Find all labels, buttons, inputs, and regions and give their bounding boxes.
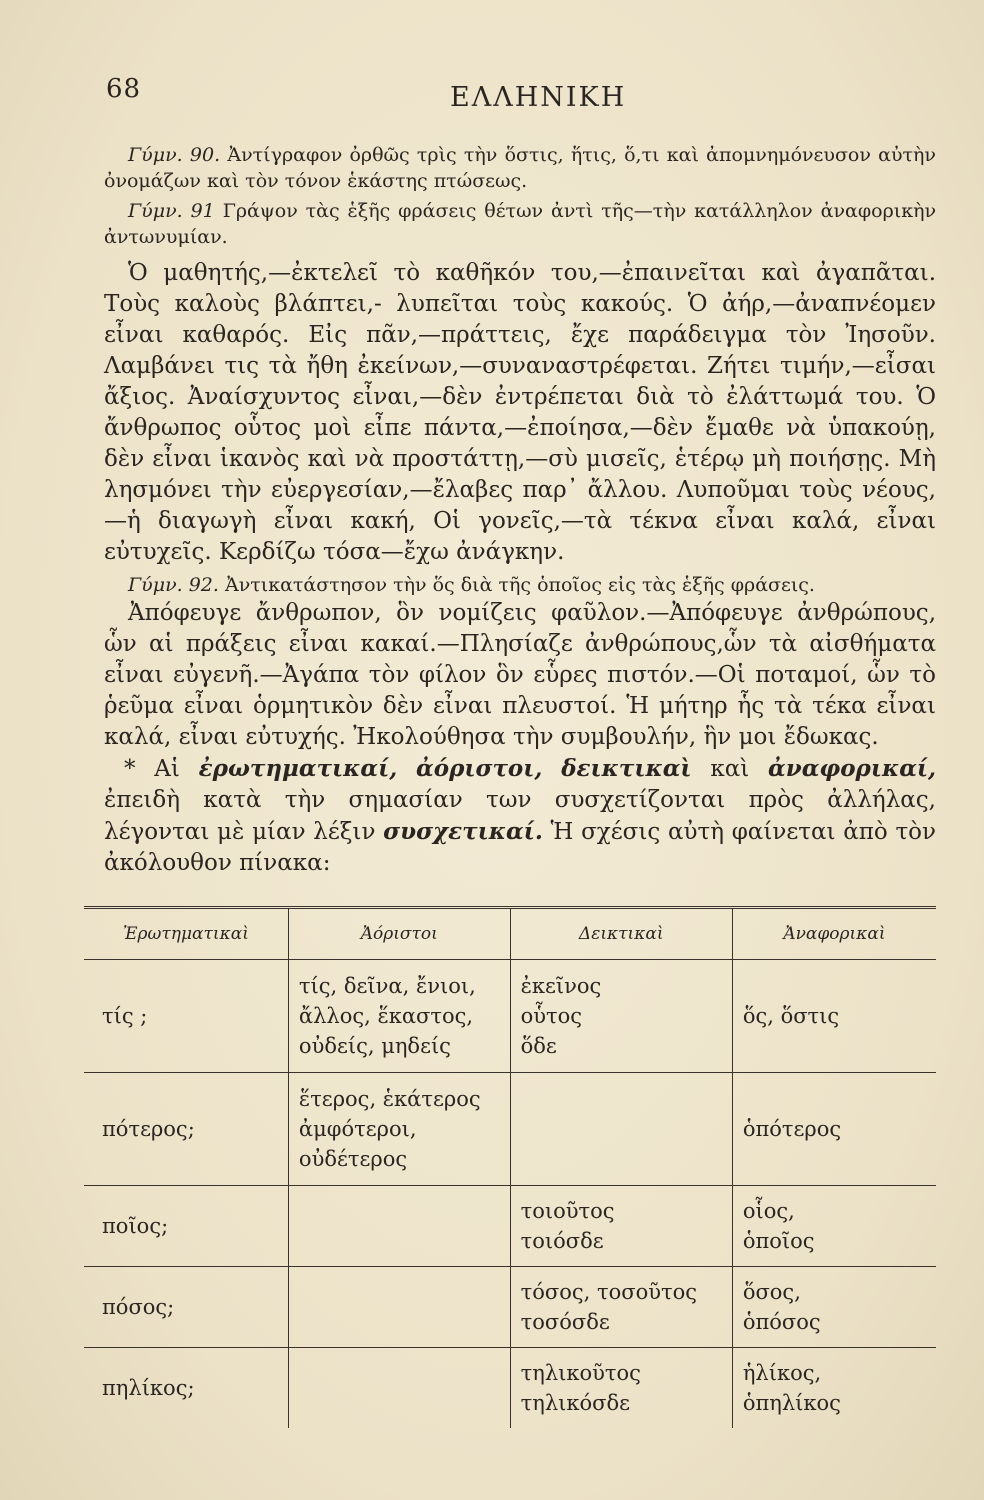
header-demonstrative: Δεικτικαὶ xyxy=(510,908,732,960)
table-cell xyxy=(510,1073,732,1186)
exercise-91-label: Γύμν. 91 xyxy=(128,200,215,222)
table-cell: ἐκεῖνος οὗτος ὅδε xyxy=(510,960,732,1073)
footnote-middle: ἐπειδὴ κατὰ τὴν σημασίαν των συσχετίζονται πρὸς ἀλλήλας, λέγονται μὲ μίαν λέξιν xyxy=(104,787,936,845)
table-cell: οἷος, ὁποῖος xyxy=(732,1186,936,1267)
text-block xyxy=(104,138,936,879)
table-row xyxy=(84,1348,936,1429)
footnote-marker: * xyxy=(124,756,136,782)
page-number: 68 xyxy=(106,74,142,104)
table-row xyxy=(84,960,936,1073)
table-cell: τηλικοῦτος τηλικόσδε xyxy=(510,1348,732,1429)
exercise-92 xyxy=(104,572,936,598)
table-cell: τίς ; xyxy=(84,960,288,1073)
exercise-91 xyxy=(104,198,936,250)
table-header-row xyxy=(84,908,936,960)
table-cell: ἡλίκος, ὁπηλίκος xyxy=(742,1361,841,1415)
table-cell: τοιοῦτος τοιόσδε xyxy=(510,1186,732,1267)
footnote xyxy=(104,753,936,879)
running-head: ΕΛΛΗΝΙΚΗ xyxy=(450,82,627,113)
header-interrogative: Ἐρωτηματικαὶ xyxy=(84,908,288,960)
exercise-92-label: Γύμν. 92. xyxy=(128,574,219,596)
table-cell: τόσος, τοσοῦτος τοσόσδε xyxy=(510,1267,732,1348)
exercise-90 xyxy=(104,142,936,194)
table-cell: ὅς, ὅστις xyxy=(732,960,936,1073)
term-indefinite: ἀόριστοι, xyxy=(416,755,543,782)
table-cell: πηλίκος; xyxy=(84,1348,288,1429)
term-interrogative: ἐρωτηματικαί, xyxy=(198,755,398,782)
exercise-91-sentences: Ὁ μαθητής,—ἐκτελεῖ τὸ καθῆκόν του,—ἐπαινεῖται καὶ ἀγαπᾶται. Τοὺς καλοὺς βλάπτει,- λυπεῖται τοὺς κακούς. Ὁ ἀήρ,—ἀναπνέομεν εἶναι καθαρός. Εἰς πᾶν,—πράττεις, ἔχε παράδειγμα τὸν Ἰησοῦν. Λαμβάνει τις τὰ ἤθη ἐκείνων,—συναναστρέφεται. Ζήτει τιμήν,—εἶσαι ἄξιος. Ἀναίσχυντος εἶναι,—δὲν ἐντρέπεται διὰ τὸ ἐλάττωμά του. Ὁ ἄνθρωπος οὗτος μοὶ εἶπε πάντα,—ἐποίησα,—δὲν ἔμαθε νὰ ὑπακούῃ, δὲν εἶναι ἱκανὸς καὶ νὰ προστάττῃ,—σὺ μισεῖς, ἑτέρῳ μὴ ποιήσῃς. Μὴ λησμόνει τὴν εὐεργεσίαν,—ἔλαβες παρ᾿ ἄλλου. Λυποῦμαι τοὺς νέους,—ἡ διαγωγὴ εἶναι κακή, Οἱ γονεῖς,—τὰ τέκνα εἶναι καλά, εἶναι εὐτυχεῖς. Κερδίζω τόσα—ἔχω ἀνάγκην. xyxy=(104,260,936,565)
exercise-92-sentences: Ἀπόφευγε ἄνθρωπον, ὃν νομίζεις φαῦλον.—Ἀπόφευγε ἀνθρώπους, ὧν αἱ πράξεις εἶναι κακαί.—Πλησίαζε ἀνθρώπους,ὧν τὰ αἰσθήματα εἶναι εὐγενῆ.—Ἀγάπα τὸν φίλον ὃν εὗρες πιστόν.—Οἱ ποταμοί, ὧν τὸ ῥεῦμα εἶναι ὁρμητικὸν δὲν εἶναι πλευστοί. Ἡ μήτηρ ἧς τὰ τέκα εἶναι καλά, εἶναι εὐτυχής. Ἠκολούθησα τὴν συμβουλήν, ἣν μοι ἔδωκας. xyxy=(104,600,936,750)
footnote-start: Αἱ xyxy=(154,756,180,782)
table-cell: ποῖος; xyxy=(84,1186,288,1267)
header-relative: Ἀναφορικαὶ xyxy=(732,908,936,960)
table-cell: ὁπότερος xyxy=(732,1073,936,1186)
exercise-91-text: Γράψον τὰς ἑξῆς φράσεις θέτων ἀντὶ τῆς—τὴν κατάλληλον ἀναφορικὴν ἀντωνυμίαν. xyxy=(104,200,937,248)
footnote-conj: καὶ xyxy=(710,756,750,782)
exercise-90-label: Γύμν. 90. xyxy=(128,144,221,166)
term-relative: ἀναφορικαί, xyxy=(768,755,937,782)
table-cell xyxy=(288,1348,510,1429)
table-cell: ἕτερος, ἑκάτερος ἀμφότεροι, οὐδέτερος xyxy=(288,1073,510,1186)
table-row xyxy=(84,1186,936,1267)
term-demonstrative: δεικτικαὶ xyxy=(561,755,692,782)
correlative-pronouns-table xyxy=(84,906,936,1428)
table-row xyxy=(84,1267,936,1348)
table-cell xyxy=(288,1267,510,1348)
exercise-90-text: Ἀντίγραφον ὀρθῶς τρὶς τὴν ὅστις, ἥτις, ὅ,τι καὶ ἀπομνημόνευσον αὐτὴν ὀνομάζων καὶ τὸν τόνον ἑκάστης πτώσεως. xyxy=(104,144,936,192)
table-cell: πότερος; xyxy=(84,1073,288,1186)
exercise-92-text: Ἀντικατάστησον τὴν ὅς διὰ τῆς ὁποῖος εἰς τὰς ἑξῆς φράσεις. xyxy=(224,574,815,596)
table-cell: ὅσος, ὁπόσος xyxy=(732,1267,936,1348)
header-indefinite: Ἀόριστοι xyxy=(288,908,510,960)
table-cell: τίς, δεῖνα, ἔνιοι, ἄλλος, ἕκαστος, οὐδείς, μηδείς xyxy=(288,960,510,1073)
term-correlative: συσχετικαί. xyxy=(383,818,543,845)
footnote-end: Ἡ σχέσις αὐτὴ φαίνεται ἀπὸ τὸν ἀκόλουθον πίνακα: xyxy=(104,819,936,876)
table-cell xyxy=(288,1186,510,1267)
table-row xyxy=(84,1073,936,1186)
table-cell: πόσος; xyxy=(84,1267,288,1348)
